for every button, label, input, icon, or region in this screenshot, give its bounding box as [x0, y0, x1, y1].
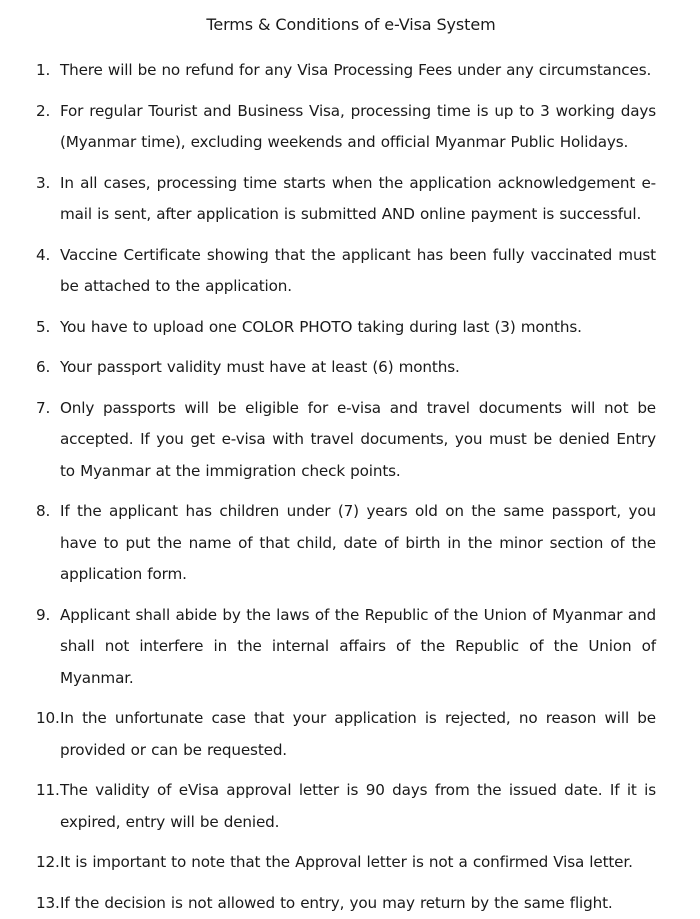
item-text: It is important to note that the Approval letter is not a confirmed Visa letter. — [60, 847, 656, 879]
item-text: Applicant shall abide by the laws of the Republic of the Union of Myanmar and shall not interfere in the internal affairs of the Republic of the Union of Myanmar. — [60, 600, 656, 695]
list-item — [36, 847, 656, 879]
item-number: 5. — [36, 312, 60, 344]
item-number: 6. — [36, 352, 60, 384]
list-item — [36, 168, 656, 231]
item-number: 9. — [36, 600, 60, 632]
list-item — [36, 393, 656, 488]
item-text: In the unfortunate case that your application is rejected, no reason will be provided or can be requested. — [60, 703, 656, 766]
item-number: 8. — [36, 496, 60, 528]
item-text: If the decision is not allowed to entry, you may return by the same flight. — [60, 888, 656, 919]
list-item — [36, 496, 656, 591]
item-text: Your passport validity must have at least (6) months. — [60, 352, 656, 384]
item-number: 12. — [36, 847, 60, 879]
item-text: Vaccine Certificate showing that the applicant has been fully vaccinated must be attached to the application. — [60, 240, 656, 303]
list-item — [36, 352, 656, 384]
list-item — [36, 96, 656, 159]
item-number: 7. — [36, 393, 60, 425]
list-item — [36, 703, 656, 766]
item-number: 2. — [36, 96, 60, 128]
list-item — [36, 600, 656, 695]
item-number: 11. — [36, 775, 60, 807]
item-number: 10. — [36, 703, 60, 735]
item-number: 13. — [36, 888, 60, 919]
item-text: There will be no refund for any Visa Processing Fees under any circumstances. — [60, 55, 656, 87]
item-text: Only passports will be eligible for e-visa and travel documents will not be accepted. If you get e-visa with travel documents, you must be denied Entry to Myanmar at the immigration check points. — [60, 393, 656, 488]
terms-list — [36, 55, 656, 919]
list-item — [36, 55, 656, 87]
list-item — [36, 312, 656, 344]
item-text: For regular Tourist and Business Visa, processing time is up to 3 working days (Myanmar time), excluding weekends and official Myanmar Public Holidays. — [60, 96, 656, 159]
item-number: 1. — [36, 55, 60, 87]
item-text: In all cases, processing time starts when the application acknowledgement e-mail is sent, after application is submitted AND online payment is successful. — [60, 168, 656, 231]
item-number: 4. — [36, 240, 60, 272]
document-title: Terms & Conditions of e-Visa System — [36, 12, 656, 38]
list-item — [36, 775, 656, 838]
list-item — [36, 888, 656, 919]
item-text: You have to upload one COLOR PHOTO taking during last (3) months. — [60, 312, 656, 344]
list-item — [36, 240, 656, 303]
item-text: If the applicant has children under (7) years old on the same passport, you have to put the name of that child, date of birth in the minor section of the application form. — [60, 496, 656, 591]
item-text: The validity of eVisa approval letter is 90 days from the issued date. If it is expired, entry will be denied. — [60, 775, 656, 838]
item-number: 3. — [36, 168, 60, 200]
